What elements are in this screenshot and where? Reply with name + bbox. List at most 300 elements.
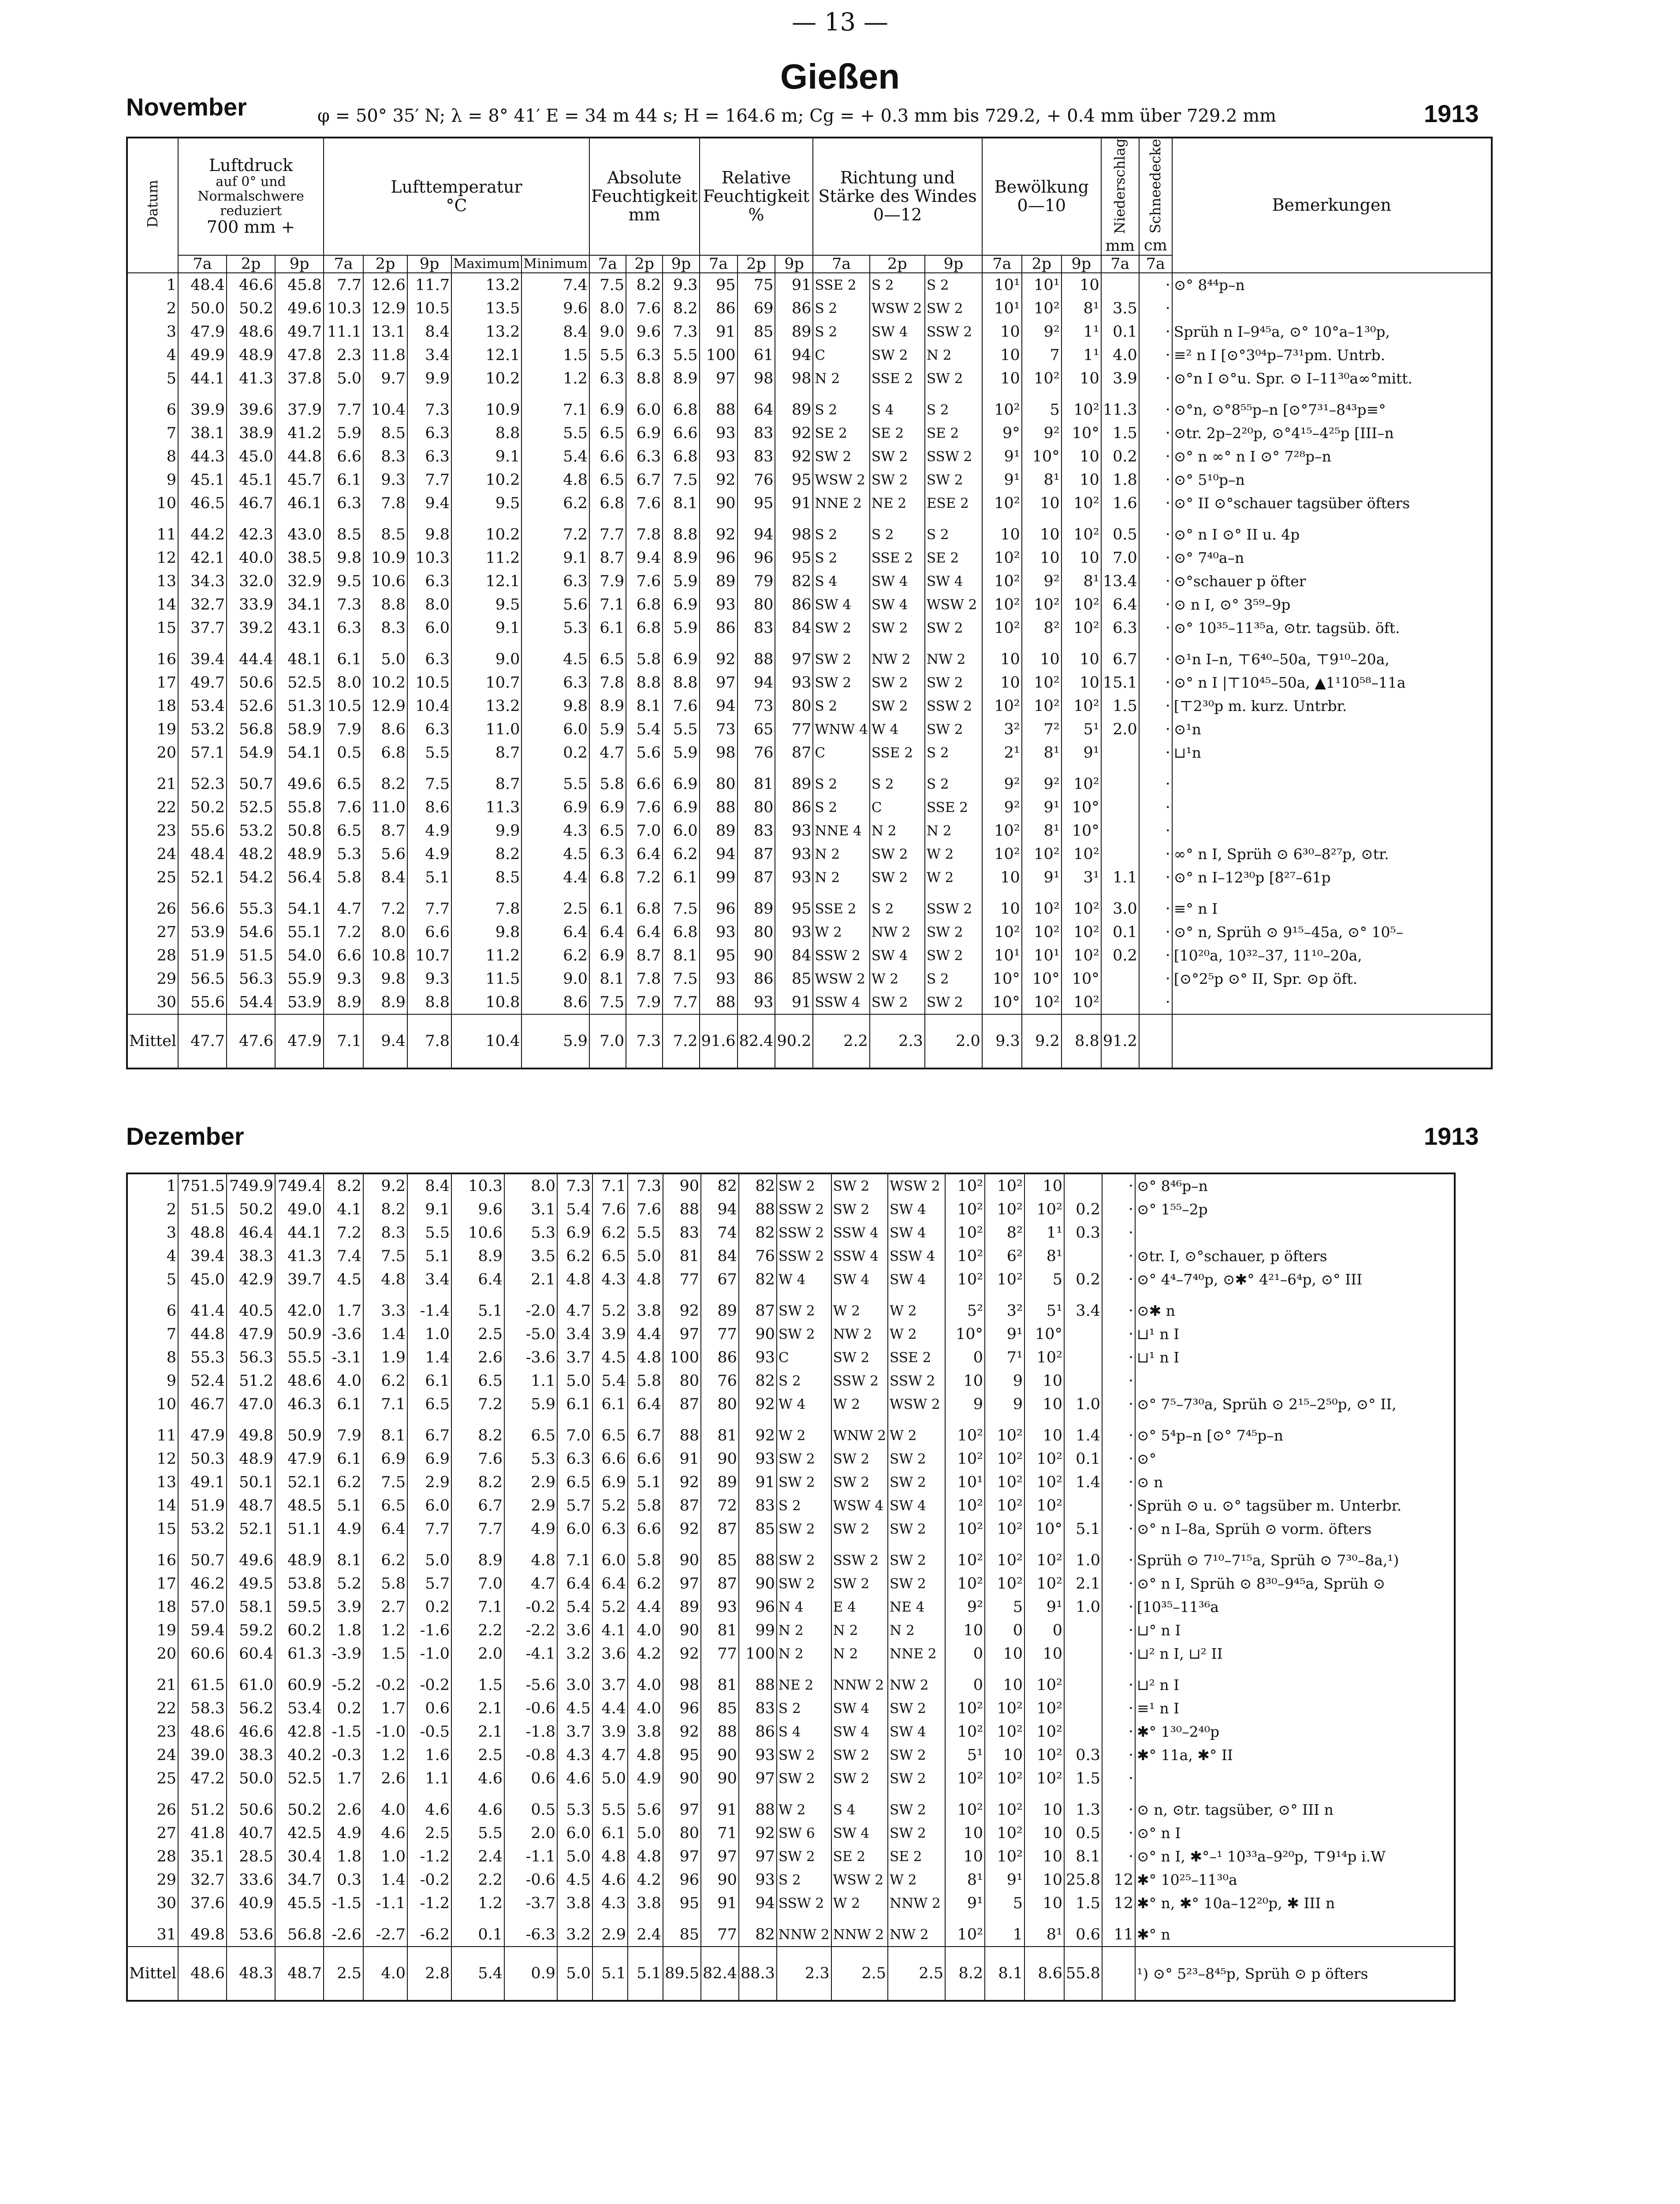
value-cell: 100 xyxy=(663,1346,701,1369)
subheader-2p: 2p xyxy=(738,255,775,273)
value-cell: 11.2 xyxy=(451,546,522,570)
value-cell: · xyxy=(1139,320,1172,343)
value-cell: 11.0 xyxy=(363,796,407,819)
value-cell xyxy=(1101,741,1139,764)
value-cell: 5.7 xyxy=(557,1494,592,1517)
value-cell: 33.9 xyxy=(227,593,275,616)
value-cell: 5.9 xyxy=(663,570,699,593)
header-bew-unit: 0—10 xyxy=(1017,195,1066,215)
remarks-cell: ≡° n I xyxy=(1172,897,1492,920)
table-row xyxy=(127,1447,1455,1471)
value-cell: 53.2 xyxy=(178,718,227,741)
subheader-9p: 9p xyxy=(925,255,982,273)
value-cell: 94 xyxy=(738,523,775,546)
value-cell: 6.4 xyxy=(589,920,626,944)
value-cell: 57.1 xyxy=(178,741,227,764)
value-cell: · xyxy=(1102,1845,1135,1868)
value-cell: 50.0 xyxy=(178,297,227,320)
value-cell: 92 xyxy=(663,1720,701,1743)
mean-value: 0.9 xyxy=(504,1947,557,2001)
value-cell: 69 xyxy=(738,297,775,320)
value-cell: 93 xyxy=(775,819,813,842)
value-cell: 5.5 xyxy=(663,343,699,367)
table-row xyxy=(127,343,1492,367)
value-cell: 749.4 xyxy=(275,1173,324,1198)
value-cell: 61 xyxy=(738,343,775,367)
value-cell: 7.6 xyxy=(626,297,663,320)
value-cell: 5.8 xyxy=(628,1494,663,1517)
value-cell: 5.3 xyxy=(504,1447,557,1471)
table-row xyxy=(127,1173,1455,1198)
value-cell: 6.2 xyxy=(557,1244,592,1268)
mean-value: 91.2 xyxy=(1101,1014,1139,1068)
value-cell: 9.2 xyxy=(363,1173,407,1198)
value-cell: 6.9 xyxy=(663,593,699,616)
value-cell: SW 4 xyxy=(888,1198,945,1221)
day-cell: 17 xyxy=(127,1572,178,1595)
value-cell: 37.7 xyxy=(178,616,227,640)
value-cell: 6.0 xyxy=(557,1821,592,1845)
value-cell: 2.6 xyxy=(451,1346,504,1369)
value-cell: 0 xyxy=(945,1642,985,1665)
value-cell: 4.7 xyxy=(589,741,626,764)
value-cell: 8.9 xyxy=(363,990,407,1014)
value-cell: 9¹ xyxy=(982,468,1022,491)
value-cell: SW 2 xyxy=(777,1447,831,1471)
day-cell: 18 xyxy=(127,1595,178,1619)
value-cell: 86 xyxy=(775,796,813,819)
value-cell: SW 4 xyxy=(888,1221,945,1244)
value-cell: 2.6 xyxy=(324,1798,363,1821)
table-row xyxy=(127,1471,1455,1494)
value-cell: -0.2 xyxy=(504,1595,557,1619)
value-cell: 4.9 xyxy=(324,1821,363,1845)
value-cell: 5² xyxy=(945,1299,985,1322)
value-cell: 5 xyxy=(985,1891,1024,1915)
value-cell: 1¹ xyxy=(1024,1221,1064,1244)
day-cell: 19 xyxy=(127,718,178,741)
value-cell: 3.5 xyxy=(1101,297,1139,320)
value-cell: 5.5 xyxy=(589,343,626,367)
value-cell: 3.7 xyxy=(592,1673,628,1697)
value-cell: 10² xyxy=(982,491,1022,515)
value-cell: 0 xyxy=(1024,1619,1064,1642)
value-cell: 3.6 xyxy=(592,1642,628,1665)
value-cell: SW 2 xyxy=(777,1549,831,1572)
value-cell: SSW 2 xyxy=(925,320,982,343)
mean-value: 7.0 xyxy=(589,1014,626,1068)
value-cell: 53.2 xyxy=(227,819,275,842)
table-row xyxy=(127,718,1492,741)
value-cell: 3² xyxy=(985,1299,1024,1322)
value-cell: -3.6 xyxy=(504,1346,557,1369)
value-cell: 10° xyxy=(1062,421,1101,445)
value-cell: 10.7 xyxy=(451,671,522,694)
remarks-cell: ⊙° n ∞° n I ⊙° 7²⁸p–n xyxy=(1172,445,1492,468)
value-cell: · xyxy=(1139,297,1172,320)
value-cell: W 4 xyxy=(777,1392,831,1416)
value-cell: 39.2 xyxy=(227,616,275,640)
value-cell: S 2 xyxy=(777,1697,831,1720)
value-cell: 93 xyxy=(775,866,813,889)
value-cell: 86 xyxy=(775,297,813,320)
value-cell: 10.2 xyxy=(451,468,522,491)
remarks-cell: ∞° n I, Sprüh ⊙ 6³⁰–8²⁷p, ⊙tr. xyxy=(1172,842,1492,866)
value-cell: 97 xyxy=(700,671,738,694)
remarks-cell: ⊙° n I ⊙° II u. 4p xyxy=(1172,523,1492,546)
value-cell: 4.6 xyxy=(363,1821,407,1845)
value-cell: 6.8 xyxy=(663,920,699,944)
value-cell: S 2 xyxy=(925,741,982,764)
value-cell: 4.3 xyxy=(522,819,589,842)
value-cell: 5.5 xyxy=(407,741,451,764)
value-cell: 9¹ xyxy=(945,1891,985,1915)
value-cell: 4.1 xyxy=(592,1619,628,1642)
mean-value: 4.0 xyxy=(363,1947,407,2001)
value-cell: 60.6 xyxy=(178,1642,227,1665)
value-cell: 10² xyxy=(982,842,1022,866)
value-cell: 0.6 xyxy=(407,1697,451,1720)
value-cell: -1.2 xyxy=(407,1891,451,1915)
value-cell: W 2 xyxy=(888,1322,945,1346)
value-cell: 8.7 xyxy=(626,944,663,967)
value-cell: 6.4 xyxy=(522,920,589,944)
value-cell: 8.4 xyxy=(522,320,589,343)
remarks-cell: [⊙°2⁵p ⊙° II, Spr. ⊙p öft. xyxy=(1172,967,1492,990)
remarks-cell xyxy=(1172,772,1492,796)
value-cell: 55.8 xyxy=(275,796,324,819)
value-cell: SW 2 xyxy=(888,1447,945,1471)
value-cell: 0.3 xyxy=(1064,1743,1102,1767)
value-cell: 8.9 xyxy=(663,367,699,390)
value-cell: 0.1 xyxy=(1064,1447,1102,1471)
mean-value: 55.8 xyxy=(1064,1947,1102,2001)
value-cell: 94 xyxy=(738,671,775,694)
value-cell: 6.9 xyxy=(589,944,626,967)
value-cell: 46.7 xyxy=(178,1392,227,1416)
value-cell: 10° xyxy=(1024,1517,1064,1541)
value-cell: SSW 2 xyxy=(813,944,869,967)
value-cell: 4.5 xyxy=(557,1868,592,1891)
value-cell: 3.9 xyxy=(592,1322,628,1346)
value-cell: SW 4 xyxy=(831,1821,888,1845)
value-cell: 4.0 xyxy=(628,1619,663,1642)
value-cell: 9.1 xyxy=(451,445,522,468)
value-cell: 5.0 xyxy=(407,1549,451,1572)
value-cell: · xyxy=(1139,772,1172,796)
value-cell: SSW 2 xyxy=(777,1198,831,1221)
value-cell: 87 xyxy=(663,1392,701,1416)
value-cell: SSW 4 xyxy=(831,1221,888,1244)
value-cell: 94 xyxy=(775,343,813,367)
value-cell: 93 xyxy=(739,1743,777,1767)
value-cell: 28.5 xyxy=(227,1845,275,1868)
value-cell: 8.6 xyxy=(407,796,451,819)
value-cell: 92 xyxy=(700,648,738,671)
value-cell: SSW 2 xyxy=(831,1549,888,1572)
value-cell: SE 2 xyxy=(870,421,925,445)
subheader-2p: 2p xyxy=(363,255,407,273)
value-cell: 10 xyxy=(1024,1845,1064,1868)
remarks-cell: ⊙° n I |⊤10⁴⁵–50a, ▲1¹10⁵⁸–11a xyxy=(1172,671,1492,694)
value-cell: SSW 4 xyxy=(813,990,869,1014)
value-cell: SW 2 xyxy=(777,1743,831,1767)
value-cell: 79 xyxy=(738,570,775,593)
value-cell: 90 xyxy=(663,1619,701,1642)
value-cell: 10 xyxy=(982,671,1022,694)
remarks-cell: ⊙° xyxy=(1135,1447,1455,1471)
header-datum: Datum xyxy=(144,179,161,228)
value-cell: 6.8 xyxy=(363,741,407,764)
value-cell: 7.5 xyxy=(363,1471,407,1494)
value-cell: 56.8 xyxy=(227,718,275,741)
value-cell: 4.3 xyxy=(592,1268,628,1291)
value-cell: 4.3 xyxy=(557,1743,592,1767)
value-cell: 56.4 xyxy=(275,866,324,889)
value-cell: SW 4 xyxy=(888,1720,945,1743)
value-cell: 5.1 xyxy=(324,1494,363,1517)
header-abs-unit: mm xyxy=(628,205,660,224)
value-cell: 56.2 xyxy=(227,1697,275,1720)
value-cell: 8.2 xyxy=(324,1173,363,1198)
value-cell: · xyxy=(1139,273,1172,297)
value-cell: 2.9 xyxy=(504,1494,557,1517)
value-cell: 49.8 xyxy=(178,1923,227,1947)
remarks-cell xyxy=(1172,796,1492,819)
value-cell: 10 xyxy=(1024,1369,1064,1392)
value-cell: -5.2 xyxy=(324,1673,363,1697)
value-cell: 8.2 xyxy=(626,273,663,297)
value-cell: N 2 xyxy=(925,343,982,367)
value-cell: 87 xyxy=(663,1494,701,1517)
subheader-9p: 9p xyxy=(407,255,451,273)
value-cell: S 4 xyxy=(813,570,869,593)
value-cell: 83 xyxy=(738,445,775,468)
value-cell: 46.4 xyxy=(227,1221,275,1244)
table-row xyxy=(127,796,1492,819)
value-cell: 50.7 xyxy=(178,1549,227,1572)
value-cell: 6.6 xyxy=(626,772,663,796)
value-cell: 94 xyxy=(700,694,738,718)
value-cell: 8.1 xyxy=(663,491,699,515)
value-cell: SW 4 xyxy=(888,1268,945,1291)
remarks-cell: ⊙° 4⁴–7⁴⁰p, ⊙✱° 4²¹–6⁴p, ⊙° III xyxy=(1135,1268,1455,1291)
value-cell: SW 2 xyxy=(813,671,869,694)
value-cell: NE 4 xyxy=(888,1595,945,1619)
value-cell: 10 xyxy=(1024,1392,1064,1416)
value-cell: 49.6 xyxy=(275,297,324,320)
value-cell: 10° xyxy=(1062,796,1101,819)
value-cell: 8.5 xyxy=(363,523,407,546)
value-cell: SW 2 xyxy=(888,1767,945,1790)
value-cell: 8.7 xyxy=(451,772,522,796)
value-cell xyxy=(1064,1642,1102,1665)
value-cell: 9² xyxy=(1022,320,1062,343)
day-cell: 12 xyxy=(127,546,178,570)
value-cell: 10 xyxy=(1024,1868,1064,1891)
value-cell: 1.7 xyxy=(324,1299,363,1322)
value-cell: 95 xyxy=(700,273,738,297)
value-cell: 1.4 xyxy=(1064,1424,1102,1447)
value-cell: NW 2 xyxy=(888,1923,945,1947)
value-cell: 48.9 xyxy=(227,1447,275,1471)
value-cell: 52.3 xyxy=(178,772,227,796)
value-cell: S 2 xyxy=(925,967,982,990)
value-cell: 50.6 xyxy=(227,671,275,694)
value-cell: · xyxy=(1139,967,1172,990)
value-cell: 6.0 xyxy=(407,616,451,640)
value-cell: 8.9 xyxy=(451,1244,504,1268)
value-cell: 8.2 xyxy=(363,1198,407,1221)
mean-value: 7.8 xyxy=(407,1014,451,1068)
remarks-cell: ⊔² n I xyxy=(1135,1673,1455,1697)
remarks-cell: ⊔² n I, ⊔² II xyxy=(1135,1642,1455,1665)
value-cell: 98 xyxy=(663,1673,701,1697)
value-cell: 92 xyxy=(739,1821,777,1845)
value-cell: 12 xyxy=(1102,1868,1135,1891)
value-cell: 7.8 xyxy=(589,671,626,694)
value-cell: 10 xyxy=(1062,273,1101,297)
subheader-9p: 9p xyxy=(663,255,699,273)
value-cell: 93 xyxy=(738,990,775,1014)
value-cell: 9² xyxy=(1022,421,1062,445)
value-cell xyxy=(1064,1173,1102,1198)
value-cell: S 2 xyxy=(813,796,869,819)
table-row xyxy=(127,842,1492,866)
value-cell: 6.1 xyxy=(324,1392,363,1416)
value-cell: 10.2 xyxy=(451,523,522,546)
value-cell: · xyxy=(1102,1471,1135,1494)
value-cell: W 2 xyxy=(777,1424,831,1447)
value-cell: 93 xyxy=(701,1595,739,1619)
value-cell: 7.1 xyxy=(522,398,589,421)
value-cell: 10² xyxy=(1024,1673,1064,1697)
value-cell: 88 xyxy=(700,990,738,1014)
value-cell: 46.3 xyxy=(275,1392,324,1416)
value-cell: 6.3 xyxy=(522,671,589,694)
value-cell: 10² xyxy=(945,1549,985,1572)
day-cell: 25 xyxy=(127,1767,178,1790)
value-cell: 4.6 xyxy=(592,1868,628,1891)
value-cell: -2.0 xyxy=(504,1299,557,1322)
value-cell: 55.9 xyxy=(275,967,324,990)
value-cell: 10.5 xyxy=(407,297,451,320)
value-cell: 10² xyxy=(985,1720,1024,1743)
value-cell: 10 xyxy=(945,1845,985,1868)
value-cell: 56.8 xyxy=(275,1923,324,1947)
value-cell: 41.3 xyxy=(275,1244,324,1268)
value-cell: 47.2 xyxy=(178,1767,227,1790)
value-cell: 7.3 xyxy=(407,398,451,421)
value-cell: -1.0 xyxy=(363,1720,407,1743)
value-cell: 54.1 xyxy=(275,741,324,764)
value-cell: 9.8 xyxy=(407,523,451,546)
value-cell: 0.2 xyxy=(1101,944,1139,967)
value-cell: 6.1 xyxy=(589,616,626,640)
value-cell: 4.5 xyxy=(557,1697,592,1720)
value-cell: 10² xyxy=(945,1798,985,1821)
remarks-cell: ⊙° 5⁴p–n [⊙° 7⁴⁵p–n xyxy=(1135,1424,1455,1447)
value-cell: 7.2 xyxy=(626,866,663,889)
value-cell: 7.1 xyxy=(363,1392,407,1416)
value-cell: 8¹ xyxy=(1062,570,1101,593)
value-cell: S 2 xyxy=(870,772,925,796)
value-cell: 97 xyxy=(700,367,738,390)
value-cell: 4.8 xyxy=(557,1268,592,1291)
value-cell: 0.5 xyxy=(1101,523,1139,546)
value-cell: C xyxy=(813,741,869,764)
value-cell: 59.4 xyxy=(178,1619,227,1642)
value-cell xyxy=(1064,1322,1102,1346)
remarks-cell: ⊙✱ n xyxy=(1135,1299,1455,1322)
value-cell: 3.9 xyxy=(592,1720,628,1743)
table-row xyxy=(127,1244,1455,1268)
value-cell: 5.0 xyxy=(557,1369,592,1392)
value-cell: SW 2 xyxy=(925,920,982,944)
value-cell: 6.3 xyxy=(324,491,363,515)
value-cell: 10 xyxy=(982,648,1022,671)
value-cell: 5.4 xyxy=(522,445,589,468)
value-cell: 6.2 xyxy=(663,842,699,866)
value-cell: 91 xyxy=(739,1471,777,1494)
value-cell: · xyxy=(1102,1595,1135,1619)
value-cell: SW 2 xyxy=(831,1447,888,1471)
value-cell: 10² xyxy=(1024,1549,1064,1572)
value-cell: 9¹ xyxy=(1022,796,1062,819)
value-cell: 48.6 xyxy=(275,1369,324,1392)
value-cell: 4.6 xyxy=(451,1767,504,1790)
value-cell: SW 2 xyxy=(888,1697,945,1720)
value-cell: 81 xyxy=(701,1619,739,1642)
value-cell: 80 xyxy=(738,593,775,616)
value-cell: 6.3 xyxy=(407,570,451,593)
value-cell: 7.7 xyxy=(407,1517,451,1541)
value-cell: 87 xyxy=(701,1572,739,1595)
value-cell: · xyxy=(1139,593,1172,616)
value-cell: 11.5 xyxy=(451,967,522,990)
value-cell: 9¹ xyxy=(985,1868,1024,1891)
value-cell: 5.4 xyxy=(557,1198,592,1221)
value-cell: 34.7 xyxy=(275,1868,324,1891)
value-cell: 86 xyxy=(775,593,813,616)
value-cell: 10² xyxy=(985,1424,1024,1447)
value-cell: 10² xyxy=(1024,1720,1064,1743)
day-cell: 28 xyxy=(127,1845,178,1868)
value-cell xyxy=(1101,842,1139,866)
value-cell: SW 2 xyxy=(870,616,925,640)
remarks-cell xyxy=(1135,1369,1455,1392)
value-cell: 50.1 xyxy=(227,1471,275,1494)
value-cell: 7.8 xyxy=(451,897,522,920)
value-cell: 8.5 xyxy=(451,866,522,889)
value-cell: 6.8 xyxy=(589,866,626,889)
value-cell: 8.9 xyxy=(324,990,363,1014)
value-cell: 88 xyxy=(739,1673,777,1697)
value-cell: -2.7 xyxy=(363,1923,407,1947)
value-cell: 6.5 xyxy=(592,1244,628,1268)
value-cell: 8.2 xyxy=(663,297,699,320)
value-cell: 3.8 xyxy=(628,1891,663,1915)
value-cell: 0 xyxy=(945,1346,985,1369)
remarks-cell: ⊙° 1⁵⁵–2p xyxy=(1135,1198,1455,1221)
value-cell: 7.5 xyxy=(663,897,699,920)
value-cell: 2.6 xyxy=(363,1767,407,1790)
value-cell: 45.0 xyxy=(178,1268,227,1291)
value-cell: 1.4 xyxy=(407,1346,451,1369)
value-cell: 7.9 xyxy=(589,570,626,593)
value-cell: W 4 xyxy=(777,1268,831,1291)
value-cell: 6.9 xyxy=(363,1447,407,1471)
